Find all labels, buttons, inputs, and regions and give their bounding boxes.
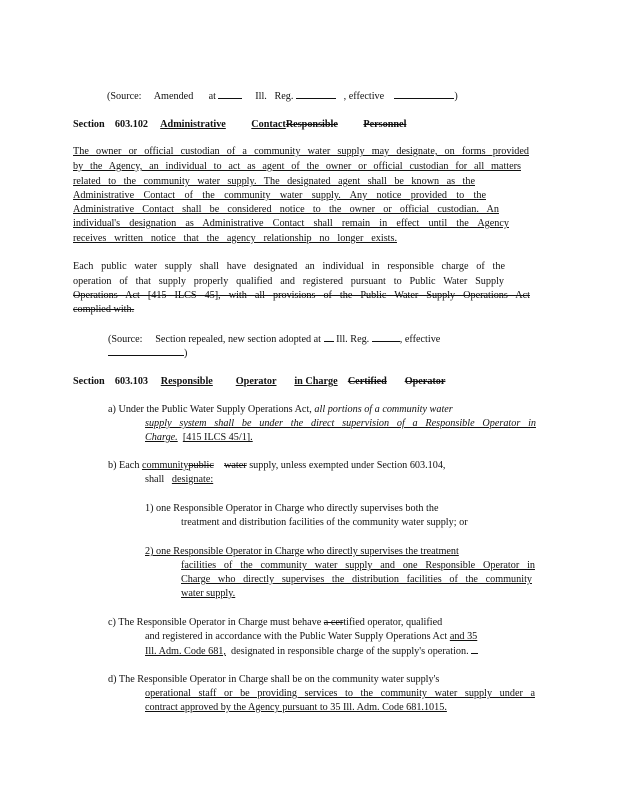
source-at: at — [208, 91, 216, 102]
blank-page — [372, 332, 400, 342]
item-c-text-2u: and 35 — [449, 631, 478, 642]
item-b-shall: shall — [145, 474, 165, 485]
item-b-line-2 — [145, 473, 213, 486]
item-c-line-1 — [108, 616, 442, 629]
source-reg: Reg. — [274, 91, 294, 102]
item-c-text-2a: and registered in accordance with the Public Water Supply Operations Act — [145, 631, 448, 642]
sub2-line-1 — [145, 545, 459, 558]
item-b-rest: supply, unless exempted under Section 603.104, — [249, 460, 446, 471]
section-label: Section — [73, 376, 105, 387]
source-ill: Ill. — [255, 91, 267, 102]
source-ill-reg: Ill. Reg. — [336, 334, 370, 345]
section-number: 603.103 — [114, 376, 148, 387]
sub2-line-4: water supply. — [181, 588, 236, 599]
item-d-text-1: The Responsible Operator in Charge shall be on the community water supply's — [118, 674, 440, 685]
item-b-line-1 — [108, 459, 445, 472]
blank-date — [108, 346, 184, 356]
item-b-community: community — [141, 460, 189, 471]
item-d-line-2: operational staff or be providing services to the community water supply under a — [145, 688, 535, 699]
heading-operator-struck: Operator — [404, 376, 446, 387]
para1-line-5: Administrative Contact shall be considered notice to the owner or official custodian. An — [73, 204, 499, 215]
source-note-102 — [108, 332, 440, 346]
source-text: Section repealed, new section adopted at — [155, 334, 322, 345]
blank-page — [296, 89, 336, 99]
para2-line-1: Each public water supply shall have designated an individual in responsible charge of the — [73, 261, 505, 272]
item-b-water-struck: water — [224, 460, 247, 471]
item-c-text-3u: Ill. Adm. Code 681, — [145, 646, 226, 657]
sub2-line-2: facilities of the community water supply and one Responsible Operator in — [181, 560, 535, 571]
item-b-public: public — [188, 460, 214, 471]
item-c-text-a: The Responsible Operator in Charge must behave — [118, 617, 322, 628]
source-suffix: ) — [454, 91, 458, 102]
item-c-line-3 — [145, 644, 478, 658]
source-effective: , effective — [399, 334, 441, 345]
heading-certified-struck: Certified — [347, 376, 387, 387]
heading-contact: Contact — [251, 119, 286, 130]
para2-line-3-struck: Operations Act [415 ILCS 45], with all provisions of the Public Water Supply Operations Act — [73, 290, 530, 301]
item-marker: c) — [108, 617, 116, 628]
para2-line-4-struck: complied with. — [73, 304, 135, 315]
item-b-each: Each — [119, 460, 140, 471]
sub1-line-1 — [145, 502, 439, 515]
sub1-text-1: one Responsible Operator in Charge who directly supervises both the — [156, 503, 439, 514]
blank-volume — [218, 89, 242, 99]
blank-volume — [324, 332, 334, 342]
heading-responsible: Responsible — [160, 376, 213, 387]
para1-line-1: The owner or official custodian of a community water supply may designate, on forms provided — [73, 146, 529, 157]
item-marker: d) — [108, 674, 117, 685]
sub2-text-1: one Responsible Operator in Charge who directly supervises the treatment — [156, 546, 459, 557]
source-note-top — [107, 89, 458, 103]
item-a-citation: [415 ILCS 45/1]. — [182, 432, 253, 443]
item-c-line-2 — [145, 630, 477, 643]
item-a-charge: Charge. — [145, 432, 178, 443]
item-marker: a) — [108, 404, 116, 415]
item-a-line-3 — [145, 431, 253, 444]
section-heading-103 — [73, 375, 445, 388]
source-prefix: (Source: — [108, 334, 143, 345]
section-heading-102 — [73, 118, 406, 131]
sub-marker: 2) — [145, 546, 154, 557]
para1-line-3: related to the community water supply. The designated agent shall be known as the — [73, 176, 475, 187]
sub-marker: 1) — [145, 503, 154, 514]
source-prefix: (Source: — [107, 91, 142, 102]
item-c-struck: a cer — [323, 617, 344, 628]
heading-responsible-struck: Responsible — [285, 119, 338, 130]
heading-personnel-struck: Personnel — [363, 119, 407, 130]
para1-line-6: individual's designation as Administrative Contact shall remain in effect until the Agency — [73, 218, 509, 229]
item-a-italic: all portions of a community water — [314, 404, 453, 415]
item-a-plain: Under the Public Water Supply Operations Act, — [118, 404, 312, 415]
blank-mark — [471, 644, 478, 654]
item-d-line-1 — [108, 673, 439, 686]
para2-line-2: operation of that supply properly qualified and registered pursuant to Public Water Supply — [73, 276, 504, 287]
item-c-text-b: tified operator, qualified — [343, 617, 443, 628]
item-marker: b) — [108, 460, 117, 471]
source-amended: Amended — [153, 91, 194, 102]
source-effective: , effective — [343, 91, 385, 102]
item-c-text-3b: designated in responsible charge of the supply's operation. — [231, 646, 469, 657]
source-suffix: ) — [184, 348, 188, 359]
heading-in-charge: in Charge — [294, 376, 338, 387]
para1-line-2: by the Agency, an individual to act as agent of the owner or official custodian for all matters — [73, 161, 521, 172]
para1-line-4: Administrative Contact of the community water supply. Any notice provided to the — [73, 190, 486, 201]
source-note-102-cont — [108, 346, 187, 360]
item-a-line-2: supply system shall be under the direct supervision of a Responsible Operator in — [145, 418, 536, 429]
item-d-line-3: contract approved by the Agency pursuant to 35 Ill. Adm. Code 681.1015. — [145, 702, 447, 713]
section-label: Section — [73, 119, 105, 130]
section-number: 603.102 — [114, 119, 148, 130]
item-b-designate: designate: — [171, 474, 214, 485]
item-a-line-1 — [108, 403, 453, 416]
heading-administrative: Administrative — [160, 119, 226, 130]
sub1-line-2: treatment and distribution facilities of the community water supply; or — [181, 517, 468, 528]
blank-date — [394, 89, 454, 99]
para1-line-7: receives written notice that the agency relationship no longer exists. — [73, 233, 397, 244]
sub2-line-3: Charge who directly supervises the distribution facilities of the community — [181, 574, 532, 585]
heading-operator: Operator — [235, 376, 277, 387]
